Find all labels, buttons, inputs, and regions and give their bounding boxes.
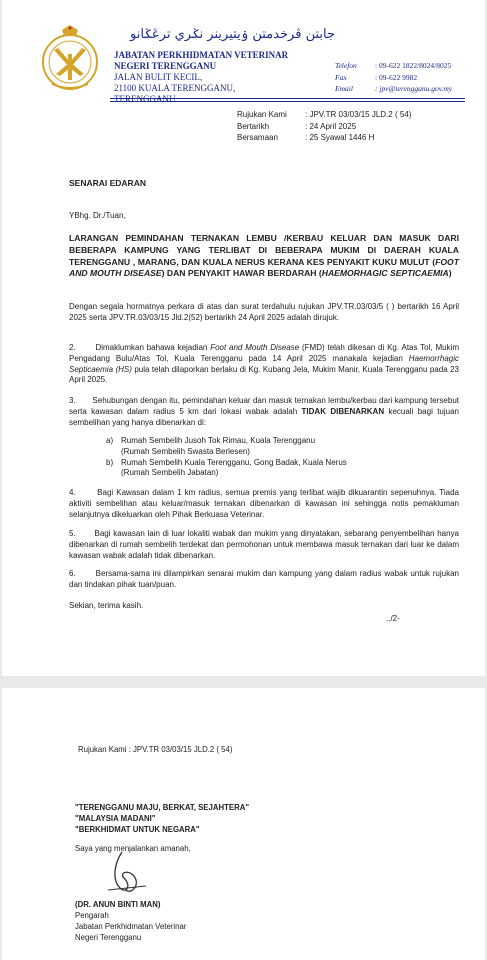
- distribution-heading: SENARAI EDARAN: [69, 178, 146, 188]
- terengganu-crest-logo: [40, 24, 100, 94]
- next-page-marker: ../2-: [386, 614, 400, 623]
- org-name-line1: JABATAN PERKHIDMATAN VETERINAR: [114, 50, 289, 60]
- slogan-berkhidmat: "BERKHIDMAT UNTUK NEGARA": [75, 825, 200, 834]
- p2-fmd: Foot and Mouth Disease: [210, 343, 300, 352]
- list-marker-b: b): [106, 457, 114, 467]
- amanah-line: Saya yang menjalankan amanah,: [75, 844, 191, 853]
- phone-label: Telefon: [335, 61, 357, 70]
- address-line2: 21100 KUALA TERENGGANU,: [114, 83, 236, 93]
- p5-text: Bagi kawasan lain di luar lokaliti wabak dan mukim yang dinyatakan, sebarang penyembelihan hanya dibenarkan di rumah sembelih terdekat dan permohonan untuk membawa masuk ternakan dari luar ke dalam kawasan wabak adalah tidak dibenarkan.: [69, 529, 459, 560]
- address-line1: JALAN BULIT KECIL,: [114, 72, 203, 82]
- paragraph-6: [69, 569, 459, 591]
- p2-hs: Haemorrhagic Septicaemia (HS): [69, 353, 459, 374]
- salutation: YBhg. Dr./Tuan,: [69, 211, 126, 220]
- intro-paragraph: Dengan segala hormatnya perkara di atas dan surat terdahulu rujukan JPV.TR.03/03/5 ( ) bertarikh 16 April 2025 serta JPV.TR.03/03/15 Jld.2(52) bertarikh 24 April 2025 adalah dirujuk.: [69, 302, 459, 322]
- rujukan-value: : JPV.TR 03/03/15 JLD.2 ( 54): [305, 110, 412, 119]
- paragraph-3: [69, 396, 459, 428]
- p4-number: 4.: [69, 488, 76, 497]
- p2-text-a: Dimaklumkan bahawa kejadian: [95, 343, 211, 352]
- page2-reference: Rujukan Kami : JPV.TR 03/03/15 JLD.2 ( 54): [78, 745, 233, 754]
- letter-page-1: [2, 0, 485, 676]
- list-item: [106, 458, 456, 480]
- p6-number: 6.: [69, 569, 76, 578]
- bertarikh-label: Bertarikh: [237, 121, 270, 131]
- list-a-line2: (Rumah Sembelih Swasta Berlesen): [121, 446, 250, 456]
- rujukan-label: Rujukan Kami: [237, 110, 287, 119]
- letterhead-contact: [335, 60, 452, 95]
- signature-image: [102, 850, 152, 900]
- list-item: [106, 436, 456, 458]
- p2-text-b: (FMD) telah dikesan di Kg. Atas Tol, Mukim Pengadang Bulu/Atas Tol, Kuala Terengganu pada 14 April 2025 manakala kejadian: [69, 343, 459, 363]
- p4-text: Bagi Kawasan dalam 1 km radius, semua premis yang terlibat wajib dikuarantin sepenuhnya. Tiada aktiviti sembelihan atau keluar/masuk ternakan dibenarkan di kawasan ini sehingga notis pemakluman selanjutnya dikeluarkan oleh Pihak Berkuasa Veterinar.: [69, 488, 460, 519]
- title-part-2: ) DAN PENYAKIT HAWAR BERDARAH (: [161, 268, 322, 279]
- p6-text: Bersama-sama ini dilampirkan senarai mukim dan kampung yang dalam radius wabak untuk rujukan dan tindakan pihak tuan/puan.: [69, 569, 460, 589]
- reference-block: [237, 109, 411, 144]
- paragraph-2: [69, 343, 459, 386]
- list-a-line1: Rumah Sembelih Jusoh Tok Rimau, Kuala Terengganu: [121, 436, 316, 445]
- phone-value: : 09-622 1822/8024/8025: [375, 61, 452, 70]
- bersamaan-value: : 25 Syawal 1446 H: [305, 133, 375, 142]
- slogan-malaysia-madani: "MALAYSIA MADANI": [75, 814, 156, 823]
- org-name-line2: NEGERI TERENGGANU: [114, 61, 217, 71]
- p3-text-b: kecuali bagi tujuan sembelihan yang hanya dibenarkan di:: [69, 406, 459, 427]
- closing-line: Sekian, terima kasih.: [69, 601, 144, 610]
- bertarikh-value: : 24 April 2025: [305, 121, 357, 131]
- letter-title: [69, 233, 459, 280]
- signer-title: Pengarah: [75, 911, 109, 920]
- signer-block: [75, 899, 186, 943]
- title-hs: HAEMORHAGIC SEPTICAEMIA: [321, 268, 449, 279]
- letter-page-2: [2, 688, 485, 960]
- list-b-line1: Rumah Sembelih Kuala Terengganu, Gong Badak, Kuala Nerus: [121, 457, 347, 467]
- list-b-line2: (Rumah Sembelih Jabatan): [121, 468, 219, 478]
- title-part-3: ): [448, 268, 452, 279]
- slogans: [75, 802, 249, 835]
- slogan-terengganu: "TERENGGANU MAJU, BERKAT, SEJAHTERA": [75, 803, 250, 812]
- slaughterhouse-list: [106, 436, 456, 479]
- p5-number: 5.: [69, 529, 76, 538]
- paragraph-5: [69, 529, 459, 561]
- title-fmd: FOOT AND MOUTH DISEASE: [69, 256, 459, 279]
- paragraph-4: [69, 488, 459, 520]
- p2-number: 2.: [69, 343, 76, 352]
- letterhead-address: [114, 50, 288, 105]
- p2-text-c: pula telah dilaporkan berlaku di Kg. Kubang Jela, Mukim Manir, Kuala Terengganu pada 23 April 2025.: [69, 364, 459, 385]
- fax-value: : 09-622 9982: [375, 72, 418, 82]
- email-value: : jpv@terengganu.gov.my: [375, 84, 453, 93]
- address-line3: TERENGGANU: [114, 94, 176, 104]
- p3-text-a: Sehubungan dengan itu, pemindahan keluar dan masuk ternakan lembu/kerbau dari kampung tersebut serta kawasan dalam radius 5 km dari lokasi wabak adalah: [69, 396, 459, 416]
- p3-not-allowed: TIDAK DIBENARKAN: [301, 406, 385, 416]
- title-part-1: LARANGAN PEMINDAHAN TERNAKAN LEMBU /KERBAU KELUAR DAN MASUK DARI BEBERAPA KAMPUNG YANG TERLIBAT DI BEBERAPA MUKIM DI DAERAH KUALA TERENGGANU , MARANG, DAN KUALA NERUS KERANA KES PENYAKIT KUKU MULUT (: [69, 233, 459, 267]
- list-marker-a: a): [106, 436, 114, 445]
- signer-org-line1: Jabatan Perkhidmatan Veterinar: [75, 922, 187, 931]
- jawi-department-name: جابتن ڤرخدمتن ۏيتيرينر نݢري ترڠݢانو: [130, 27, 336, 42]
- signer-name: (DR. ANUN BINTI MAN): [75, 900, 161, 909]
- p3-number: 3.: [69, 396, 76, 405]
- fax-label: Fax: [335, 72, 347, 82]
- email-label: Email: [335, 84, 353, 93]
- signer-org-line2: Negeri Terengganu: [75, 933, 142, 942]
- letterhead-divider-thin: [110, 101, 465, 102]
- letterhead-divider: [110, 98, 465, 99]
- bersamaan-label: Bersamaan: [237, 133, 278, 142]
